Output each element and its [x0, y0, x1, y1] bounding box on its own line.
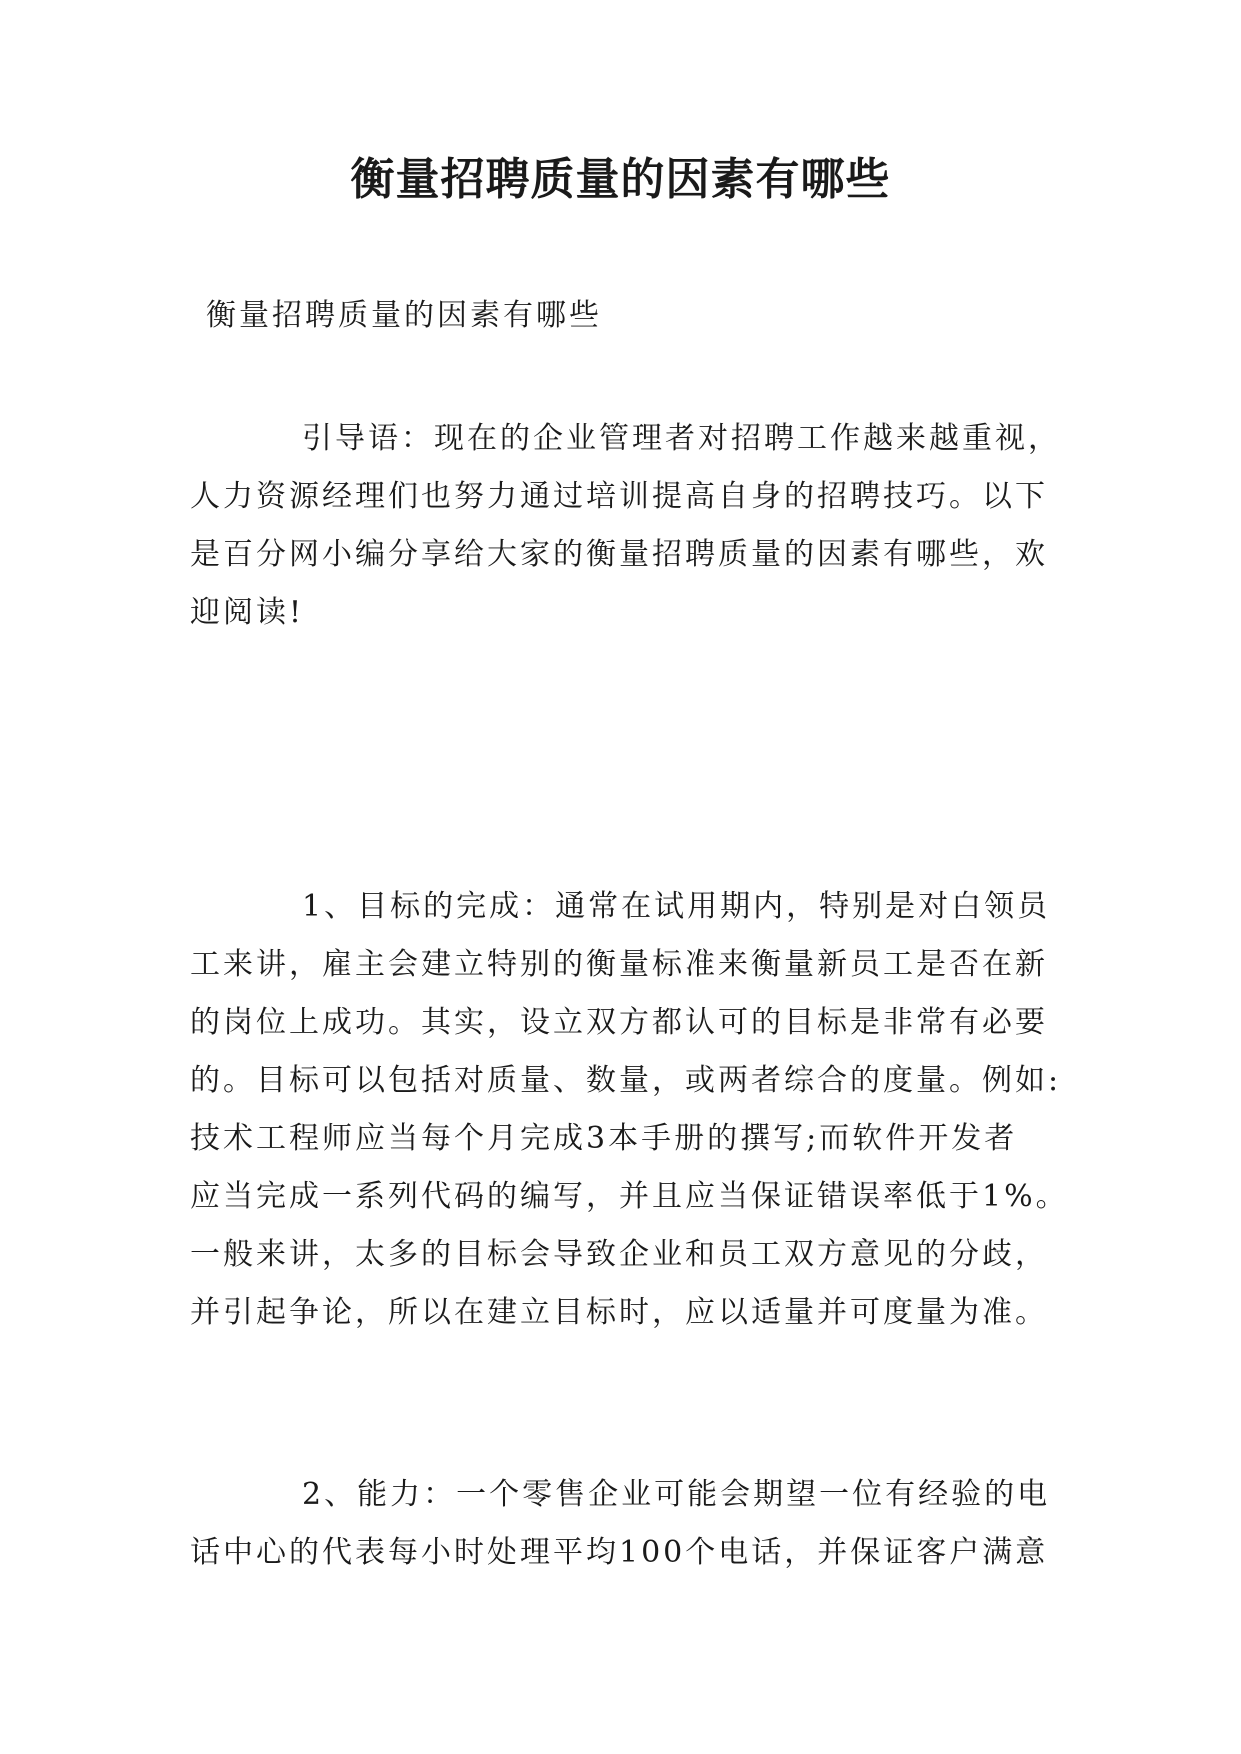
paragraph-line: 是百分网小编分享给大家的衡量招聘质量的因素有哪些，欢 — [190, 537, 1048, 572]
paragraph-line: 1、目标的完成：通常在试用期内，特别是对白领员 — [302, 889, 1051, 924]
paragraph-line: 2、能力：一个零售企业可能会期望一位有经验的电 — [302, 1477, 1051, 1512]
intro-paragraph — [190, 410, 1070, 642]
paragraph-line: 的岗位上成功。其实，设立双方都认可的目标是非常有必要 — [190, 1005, 1048, 1040]
paragraph-line: 并引起争论，所以在建立目标时，应以适量并可度量为准。 — [190, 1295, 1048, 1330]
paragraph-line: 工来讲，雇主会建立特别的衡量标准来衡量新员工是否在新 — [190, 947, 1048, 982]
document-title: 衡量招聘质量的因素有哪些 — [350, 154, 891, 205]
paragraph-line: 话中心的代表每小时处理平均100个电话，并保证客户满意 — [190, 1535, 1049, 1570]
section-1-paragraph — [190, 878, 1070, 1342]
paragraph-line: 的。目标可以包括对质量、数量，或两者综合的度量。例如: — [190, 1063, 1062, 1098]
paragraph-line: 技术工程师应当每个月完成3本手册的撰写;而软件开发者 — [190, 1121, 1018, 1156]
paragraph-line: 应当完成一系列代码的编写，并且应当保证错误率低于1%。 — [190, 1179, 1069, 1214]
paragraph-line: 迎阅读! — [190, 595, 305, 630]
document-subtitle: 衡量招聘质量的因素有哪些 — [206, 298, 602, 333]
section-2-paragraph — [190, 1466, 1070, 1582]
paragraph-line: 人力资源经理们也努力通过培训提高自身的招聘技巧。以下 — [190, 479, 1048, 514]
paragraph-line: 引导语：现在的企业管理者对招聘工作越来越重视， — [302, 421, 1061, 456]
paragraph-line: 一般来讲，太多的目标会导致企业和员工双方意见的分歧， — [190, 1237, 1048, 1272]
